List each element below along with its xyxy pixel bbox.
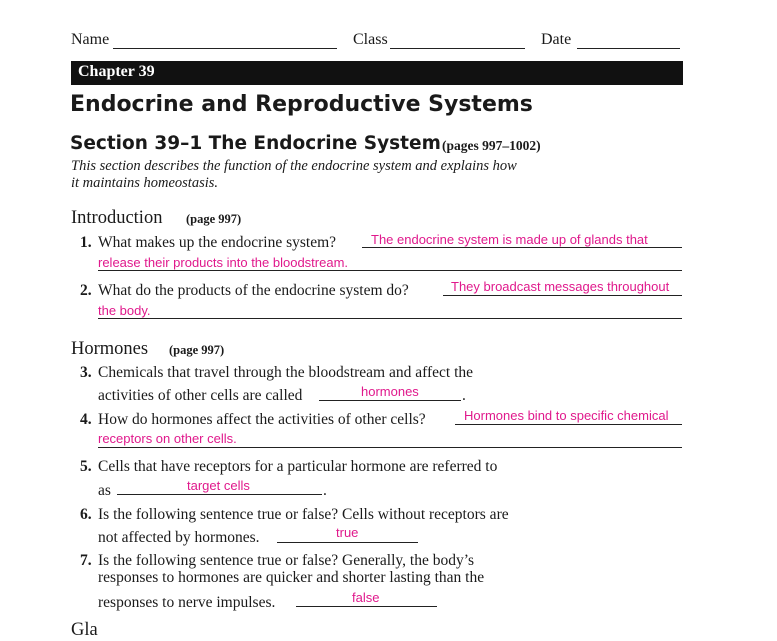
punctuation: . xyxy=(462,387,466,404)
introduction-pages: (page 997) xyxy=(186,212,242,226)
name-label: Name xyxy=(71,31,110,48)
question-text: responses to hormones are quicker and shorter lasting than the xyxy=(98,569,485,586)
question-text: activities of other cells are called xyxy=(98,387,303,404)
punctuation: . xyxy=(323,482,327,499)
class-field[interactable] xyxy=(390,48,525,49)
page-title: Endocrine and Reproductive Systems xyxy=(70,92,533,117)
question-text: What makes up the endocrine system? xyxy=(98,234,337,251)
answer-text: the body. xyxy=(98,303,151,318)
question-number: 4. xyxy=(80,411,92,428)
question-text: Chemicals that travel through the bloodstream and affect the xyxy=(98,364,474,381)
section-description-2: it maintains homeostasis. xyxy=(71,175,219,191)
introduction-heading: Introduction xyxy=(71,208,163,228)
answer-text: hormones xyxy=(361,384,419,399)
answer-line[interactable] xyxy=(117,494,322,495)
section-pages: (pages 997–1002) xyxy=(442,138,541,153)
question-text: responses to nerve impulses. xyxy=(98,594,276,611)
section-title: Section 39–1 The Endocrine System xyxy=(70,133,441,154)
date-field[interactable] xyxy=(577,48,680,49)
answer-line[interactable] xyxy=(98,447,682,448)
question-text: as xyxy=(98,482,111,499)
question-number: 6. xyxy=(80,506,92,523)
answer-line[interactable] xyxy=(362,247,682,248)
answer-line[interactable] xyxy=(296,606,437,607)
question-number: 2. xyxy=(80,282,92,299)
chapter-bar xyxy=(71,61,683,85)
answer-text: receptors on other cells. xyxy=(98,431,237,446)
answer-line[interactable] xyxy=(98,270,682,271)
question-text: What do the products of the endocrine system do? xyxy=(98,282,409,299)
class-label: Class xyxy=(353,31,388,48)
answer-line[interactable] xyxy=(277,542,418,543)
answer-text: false xyxy=(352,590,380,605)
answer-text: true xyxy=(336,525,359,540)
question-text: Is the following sentence true or false? Generally, the body’s xyxy=(98,552,475,569)
question-text: Is the following sentence true or false? Cells without receptors are xyxy=(98,506,509,523)
date-label: Date xyxy=(541,31,572,48)
answer-line[interactable] xyxy=(319,400,461,401)
answer-text: Hormones bind to specific chemical xyxy=(464,408,669,423)
answer-line[interactable] xyxy=(98,318,682,319)
question-text: not affected by hormones. xyxy=(98,529,260,546)
name-field[interactable] xyxy=(113,48,337,49)
answer-text: They broadcast messages throughout xyxy=(451,279,670,294)
answer-line[interactable] xyxy=(443,295,682,296)
chapter-label: Chapter 39 xyxy=(78,63,155,80)
answer-text: release their products into the bloodstream. xyxy=(98,255,349,270)
answer-line[interactable] xyxy=(455,424,682,425)
next-section-heading: Gla xyxy=(71,620,98,640)
question-number: 7. xyxy=(80,552,92,569)
question-text: How do hormones affect the activities of other cells? xyxy=(98,411,426,428)
question-number: 5. xyxy=(80,458,92,475)
section-description-1: This section describes the function of the endocrine system and explains how xyxy=(71,158,517,174)
answer-text: The endocrine system is made up of glands that xyxy=(371,232,648,247)
question-number: 1. xyxy=(80,234,92,251)
answer-text: target cells xyxy=(187,478,250,493)
question-number: 3. xyxy=(80,364,92,381)
question-text: Cells that have receptors for a particular hormone are referred to xyxy=(98,458,498,475)
hormones-pages: (page 997) xyxy=(169,343,225,357)
hormones-heading: Hormones xyxy=(71,339,149,359)
